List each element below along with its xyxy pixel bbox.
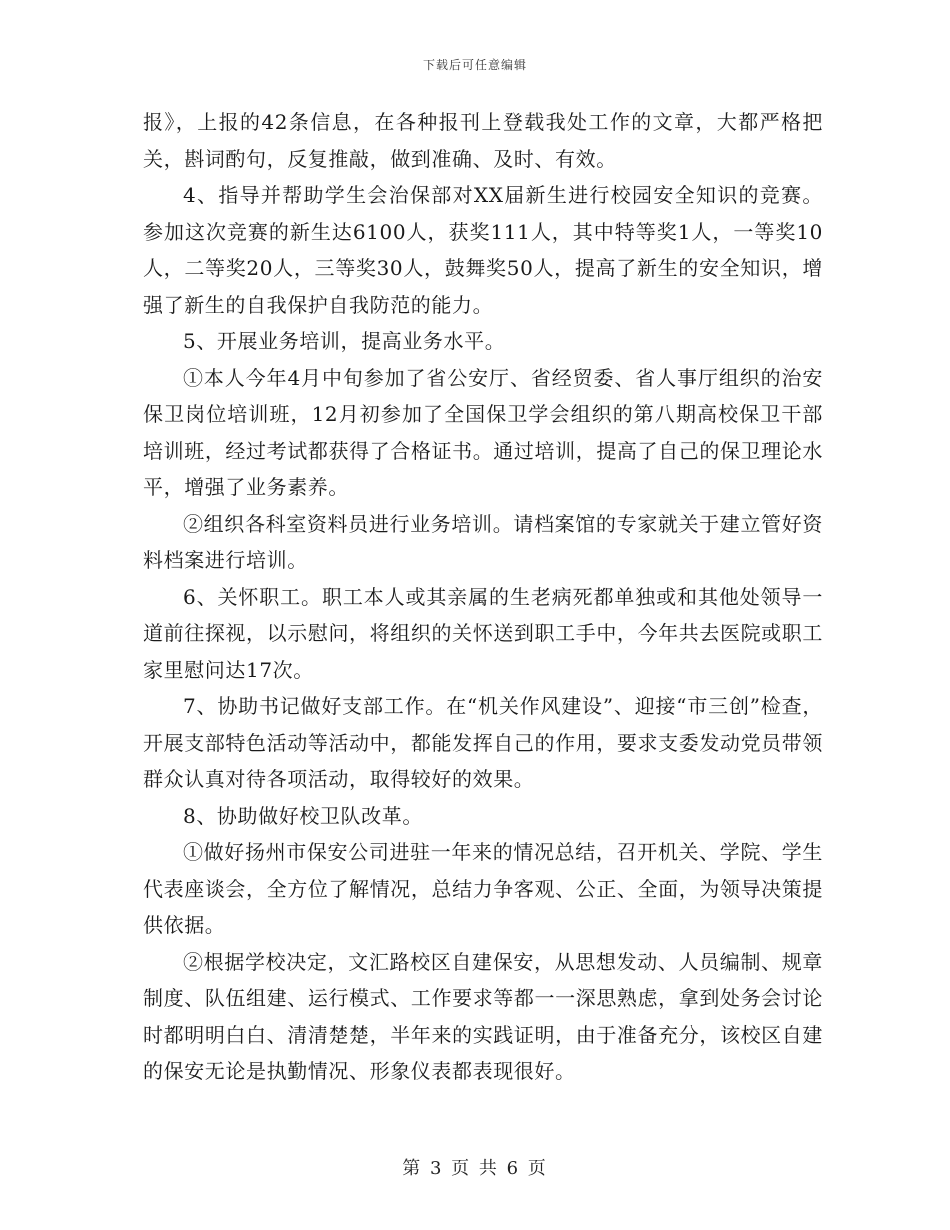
paragraph-item-8: 8、协助做好校卫队改革。 bbox=[183, 803, 423, 828]
document-body bbox=[143, 104, 823, 1090]
paragraph-item-7: 7、协助书记做好支部工作。在“机关作风建设”、迎接“市三创”检查，开展支部特色活动等活动中，都能发挥自己的作用，要求支委发动党员带领群众认真对待各项活动，取得较好的效果。 bbox=[143, 694, 823, 791]
paragraph-item-5-sub-2: ②组织各科室资料员进行业务培训。请档案馆的专家就关于建立管好资料档案进行培训。 bbox=[143, 511, 823, 572]
paragraph-item-6: 6、关怀职工。职工本人或其亲属的生老病死都单独或和其他处领导一道前往探视，以示慰问，将组织的关怀送到职工手中，今年共去医院或职工家里慰问达17次。 bbox=[143, 584, 823, 682]
paragraph-item-5-sub-1: ①本人今年4月中旬参加了省公安厅、省经贸委、省人事厅组织的治安保卫岗位培训班，12月初参加了全国保卫学会组织的第八期高校保卫干部培训班，经过考试都获得了合格证书。通过培训，提高了自己的保卫理论水平，增强了业务素养。 bbox=[143, 365, 823, 499]
paragraph-item-4: 4、指导并帮助学生会治保部对XX届新生进行校园安全知识的竞赛。参加这次竞赛的新生达6100人，获奖111人，其中特等奖1人，一等奖10人，二等奖20人，三等奖30人，鼓舞奖50人，提高了新生的安全知识，增强了新生的自我保护自我防范的能力。 bbox=[143, 183, 823, 317]
paragraph-continuation: 报》，上报的42条信息，在各种报刊上登载我处工作的文章，大都严格把关，斟词酌句，反复推敲，做到准确、及时、有效。 bbox=[143, 110, 823, 171]
paragraph-item-5: 5、开展业务培训，提高业务水平。 bbox=[183, 329, 506, 353]
paragraph-item-8-sub-2: ②根据学校决定，文汇路校区自建保安，从思想发动、人员编制、规章制度、队伍组建、运行模式、工作要求等都一一深思熟虑，拿到处务会讨论时都明明白白、清清楚楚，半年来的实践证明，由于准备充分，该校区自建的保安无论是执勤情况、形象仪表都表现很好。 bbox=[143, 949, 823, 1083]
paragraph-item-8-sub-1: ①做好扬州市保安公司进驻一年来的情况总结，召开机关、学院、学生代表座谈会，全方位了解情况，总结力争客观、公正、全面，为领导决策提供依据。 bbox=[143, 840, 823, 937]
page-header: 下载后可任意编辑 bbox=[422, 58, 527, 72]
page-number-footer: 第 3 页 共 6 页 bbox=[402, 1158, 548, 1179]
